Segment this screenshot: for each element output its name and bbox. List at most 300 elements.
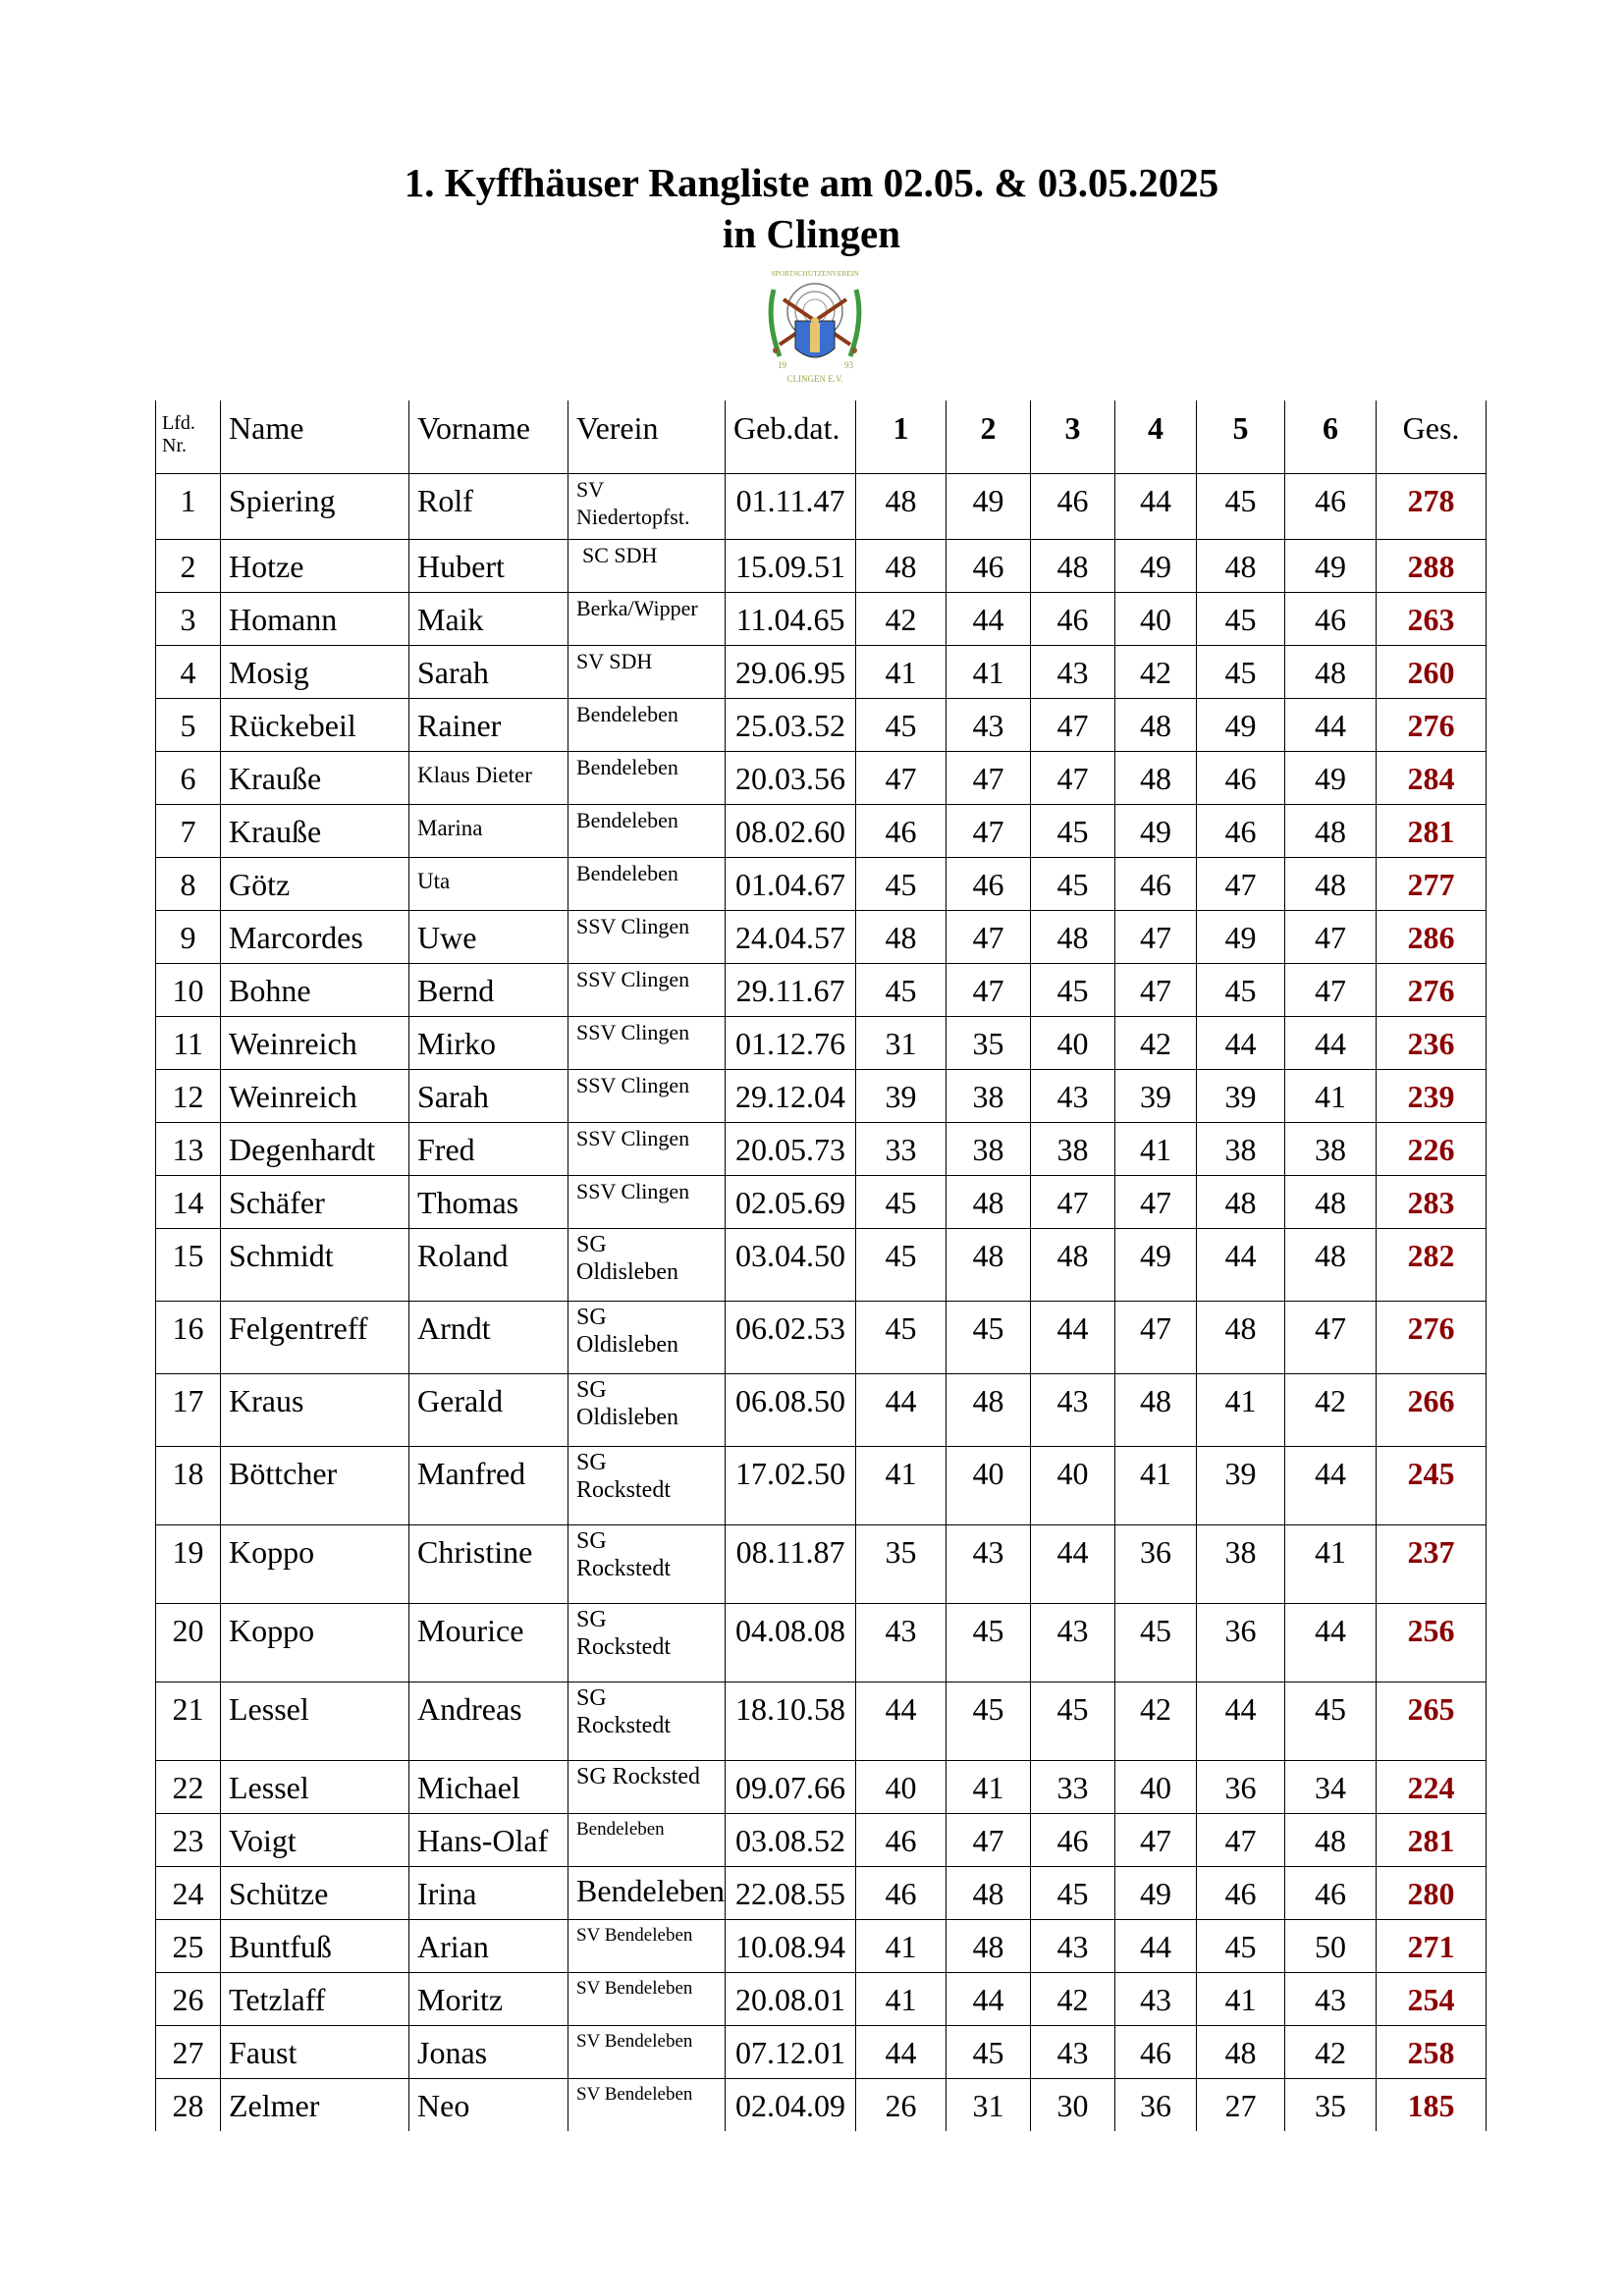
club [568,1122,726,1175]
series-score-6: 42 [1285,1373,1377,1446]
series-score-6: 48 [1285,645,1377,698]
club-line-1: SSV Clingen [576,1125,690,1150]
club-line-1: SV [576,476,605,502]
club [568,1866,726,1919]
birth-date: 29.11.67 [726,963,856,1016]
table-row [156,473,1487,539]
series-score-2: 45 [947,1603,1031,1682]
total-score: 260 [1377,645,1487,698]
table-row [156,1603,1487,1682]
row-number: 26 [156,1972,221,2025]
header-vorname: Vorname [409,400,568,473]
club-line-1: Bendeleben [576,701,678,726]
table-row [156,1919,1487,1972]
club-line-1: SV Bendeleben [576,2030,693,2052]
series-score-2: 45 [947,2025,1031,2078]
total-score: 283 [1377,1175,1487,1228]
series-score-4: 41 [1115,1122,1197,1175]
series-score-1: 48 [856,473,947,539]
first-name: Hubert [409,539,568,592]
last-name: Lessel [221,1682,409,1760]
series-score-6: 47 [1285,1301,1377,1373]
last-name: Marcordes [221,910,409,963]
series-score-6: 48 [1285,857,1377,910]
birth-date: 08.11.87 [726,1524,856,1603]
first-name: Gerald [409,1373,568,1446]
last-name: Bohne [221,963,409,1016]
series-score-2: 41 [947,645,1031,698]
series-score-2: 40 [947,1446,1031,1524]
club [568,804,726,857]
series-score-2: 44 [947,1972,1031,2025]
first-name: Arian [409,1919,568,1972]
series-score-6: 47 [1285,910,1377,963]
series-score-4: 43 [1115,1972,1197,2025]
table-header-row [156,400,1487,473]
header-series-1: 1 [856,400,947,473]
row-number: 10 [156,963,221,1016]
header-series-5: 5 [1197,400,1285,473]
club-line-1: SSV Clingen [576,1178,690,1203]
series-score-1: 48 [856,539,947,592]
last-name: Spiering [221,473,409,539]
table-row [156,1069,1487,1122]
club-line-1: SV SDH [576,648,653,673]
club [568,473,726,539]
series-score-4: 47 [1115,1175,1197,1228]
last-name: Buntfuß [221,1919,409,1972]
last-name: Rückebeil [221,698,409,751]
first-name: Manfred [409,1446,568,1524]
last-name: Weinreich [221,1016,409,1069]
table-row [156,1446,1487,1524]
series-score-5: 44 [1197,1682,1285,1760]
club-line-1: SG [576,1527,607,1554]
series-score-5: 36 [1197,1760,1285,1813]
series-score-6: 44 [1285,1603,1377,1682]
logo-bottom-text: CLINGEN E.V. [786,374,843,384]
header-verein: Verein [568,400,726,473]
first-name: Maik [409,592,568,645]
series-score-3: 45 [1031,963,1115,1016]
first-name: Moritz [409,1972,568,2025]
first-name: Irina [409,1866,568,1919]
first-name: Sarah [409,645,568,698]
series-score-4: 48 [1115,751,1197,804]
club [568,1446,726,1524]
club-line-1: SG Rocksted [576,1763,700,1789]
series-score-2: 47 [947,963,1031,1016]
header-series-3: 3 [1031,400,1115,473]
birth-date: 02.04.09 [726,2078,856,2131]
last-name: Weinreich [221,1069,409,1122]
series-score-4: 42 [1115,1016,1197,1069]
club-line-1: Bendeleben [576,860,678,885]
total-score: 276 [1377,1301,1487,1373]
series-score-4: 36 [1115,1524,1197,1603]
row-number: 6 [156,751,221,804]
header-lfd: Lfd. [162,412,195,434]
series-score-1: 39 [856,1069,947,1122]
series-score-6: 38 [1285,1122,1377,1175]
birth-date: 01.12.76 [726,1016,856,1069]
table-row [156,1760,1487,1813]
total-score: 185 [1377,2078,1487,2131]
club [568,1760,726,1813]
series-score-3: 47 [1031,698,1115,751]
table-row [156,2078,1487,2131]
series-score-1: 46 [856,804,947,857]
series-score-5: 46 [1197,804,1285,857]
series-score-6: 41 [1285,1069,1377,1122]
total-score: 278 [1377,473,1487,539]
birth-date: 02.05.69 [726,1175,856,1228]
series-score-5: 44 [1197,1228,1285,1301]
series-score-5: 27 [1197,2078,1285,2131]
series-score-4: 47 [1115,910,1197,963]
table-row [156,1682,1487,1760]
series-score-4: 49 [1115,804,1197,857]
series-score-2: 38 [947,1069,1031,1122]
last-name: Krauße [221,751,409,804]
series-score-2: 43 [947,1524,1031,1603]
series-score-3: 40 [1031,1016,1115,1069]
series-score-5: 39 [1197,1069,1285,1122]
club [568,1813,726,1866]
series-score-4: 47 [1115,963,1197,1016]
club [568,1069,726,1122]
row-number: 22 [156,1760,221,1813]
table-row [156,1524,1487,1603]
first-name: Neo [409,2078,568,2131]
series-score-2: 48 [947,1228,1031,1301]
header-lfd-nr [156,400,221,473]
series-score-2: 35 [947,1016,1031,1069]
series-score-5: 45 [1197,592,1285,645]
club [568,1016,726,1069]
series-score-1: 33 [856,1122,947,1175]
total-score: 276 [1377,963,1487,1016]
first-name: Michael [409,1760,568,1813]
row-number: 12 [156,1069,221,1122]
row-number: 23 [156,1813,221,1866]
table-row [156,1813,1487,1866]
birth-date: 04.08.08 [726,1603,856,1682]
last-name: Götz [221,857,409,910]
series-score-2: 48 [947,1175,1031,1228]
total-score: 286 [1377,910,1487,963]
first-name: Uta [409,857,568,910]
series-score-3: 43 [1031,2025,1115,2078]
series-score-2: 38 [947,1122,1031,1175]
table-row [156,1016,1487,1069]
club-line-1: Bendeleben [576,807,678,832]
row-number: 9 [156,910,221,963]
row-number: 25 [156,1919,221,1972]
club [568,698,726,751]
row-number: 2 [156,539,221,592]
header-series-4: 4 [1115,400,1197,473]
series-score-6: 46 [1285,473,1377,539]
series-score-5: 49 [1197,910,1285,963]
series-score-5: 38 [1197,1122,1285,1175]
table-row [156,857,1487,910]
series-score-6: 35 [1285,2078,1377,2131]
series-score-4: 40 [1115,1760,1197,1813]
series-score-5: 41 [1197,1373,1285,1446]
club [568,645,726,698]
series-score-5: 48 [1197,2025,1285,2078]
club-line-1: SG [576,1376,607,1403]
club-line-2: Rockstedt [576,1712,671,1738]
table-row [156,751,1487,804]
series-score-3: 48 [1031,1228,1115,1301]
birth-date: 29.06.95 [726,645,856,698]
row-number: 19 [156,1524,221,1603]
total-score: 239 [1377,1069,1487,1122]
last-name: Schäfer [221,1175,409,1228]
club-line-1: SSV Clingen [576,913,690,938]
total-score: 226 [1377,1122,1487,1175]
series-score-4: 49 [1115,1228,1197,1301]
series-score-6: 44 [1285,698,1377,751]
series-score-1: 44 [856,1682,947,1760]
series-score-5: 41 [1197,1972,1285,2025]
row-number: 7 [156,804,221,857]
last-name: Kraus [221,1373,409,1446]
series-score-2: 48 [947,1919,1031,1972]
series-score-6: 42 [1285,2025,1377,2078]
club-line-1: SG [576,1449,607,1475]
logo-year-left: 19 [778,360,786,370]
table-row [156,1866,1487,1919]
table-row [156,645,1487,698]
series-score-2: 47 [947,804,1031,857]
last-name: Voigt [221,1813,409,1866]
club [568,1919,726,1972]
club [568,1175,726,1228]
series-score-3: 43 [1031,1069,1115,1122]
series-score-1: 43 [856,1603,947,1682]
series-score-5: 44 [1197,1016,1285,1069]
row-number: 4 [156,645,221,698]
club [568,1682,726,1760]
club-line-2: Oldisleben [576,1404,678,1430]
first-name: Mirko [409,1016,568,1069]
series-score-6: 44 [1285,1446,1377,1524]
birth-date: 03.08.52 [726,1813,856,1866]
series-score-6: 48 [1285,1175,1377,1228]
row-number: 5 [156,698,221,751]
series-score-5: 47 [1197,857,1285,910]
series-score-4: 44 [1115,1919,1197,1972]
series-score-3: 45 [1031,804,1115,857]
birth-date: 29.12.04 [726,1069,856,1122]
row-number: 27 [156,2025,221,2078]
series-score-3: 46 [1031,592,1115,645]
series-score-3: 30 [1031,2078,1115,2131]
last-name: Tetzlaff [221,1972,409,2025]
club-line-1: SV Bendeleben [576,1977,693,1999]
series-score-1: 46 [856,1866,947,1919]
series-score-6: 41 [1285,1524,1377,1603]
row-number: 20 [156,1603,221,1682]
title-line-1: 1. Kyffhäuser Rangliste am 02.05. & 03.05.2025 [404,160,1219,205]
series-score-3: 45 [1031,1682,1115,1760]
series-score-4: 47 [1115,1813,1197,1866]
header-total: Ges. [1377,400,1487,473]
club-line-2: Rockstedt [576,1555,671,1581]
series-score-4: 45 [1115,1603,1197,1682]
first-name: Uwe [409,910,568,963]
row-number: 28 [156,2078,221,2131]
last-name: Krauße [221,804,409,857]
club-line-1: Bendeleben [576,1818,665,1840]
series-score-6: 49 [1285,751,1377,804]
club [568,1972,726,2025]
first-name: Marina [409,804,568,857]
series-score-1: 44 [856,1373,947,1446]
series-score-2: 48 [947,1866,1031,1919]
total-score: 258 [1377,2025,1487,2078]
total-score: 265 [1377,1682,1487,1760]
logo-top-text: SPORTSCHÜTZENVEREIN [771,269,859,278]
series-score-5: 45 [1197,645,1285,698]
club-line-1: SSV Clingen [576,1019,690,1044]
logo-year-right: 93 [844,360,853,370]
series-score-4: 48 [1115,698,1197,751]
series-score-4: 49 [1115,1866,1197,1919]
total-score: 288 [1377,539,1487,592]
series-score-1: 45 [856,1175,947,1228]
series-score-2: 45 [947,1682,1031,1760]
club [568,1228,726,1301]
series-score-4: 49 [1115,539,1197,592]
series-score-3: 38 [1031,1122,1115,1175]
club-line-1: Bendeleben [576,1872,726,1908]
birth-date: 10.08.94 [726,1919,856,1972]
total-score: 280 [1377,1866,1487,1919]
series-score-1: 31 [856,1016,947,1069]
series-score-5: 45 [1197,1919,1285,1972]
birth-date: 09.07.66 [726,1760,856,1813]
series-score-2: 44 [947,592,1031,645]
last-name: Schütze [221,1866,409,1919]
series-score-3: 44 [1031,1524,1115,1603]
club-line-1: Bendeleben [576,754,678,779]
document-title [0,157,1623,259]
birth-date: 20.05.73 [726,1122,856,1175]
series-score-5: 36 [1197,1603,1285,1682]
series-score-6: 48 [1285,804,1377,857]
club-line-1: Berka/Wipper [576,595,698,620]
series-score-3: 43 [1031,1373,1115,1446]
series-score-3: 42 [1031,1972,1115,2025]
birth-date: 07.12.01 [726,2025,856,2078]
first-name: Roland [409,1228,568,1301]
series-score-2: 47 [947,751,1031,804]
series-score-3: 47 [1031,1175,1115,1228]
birth-date: 01.11.47 [726,473,856,539]
series-score-4: 47 [1115,1301,1197,1373]
series-score-4: 46 [1115,857,1197,910]
series-score-4: 46 [1115,2025,1197,2078]
table-row [156,539,1487,592]
total-score: 282 [1377,1228,1487,1301]
series-score-2: 46 [947,539,1031,592]
total-score: 263 [1377,592,1487,645]
table-row [156,1228,1487,1301]
table-row [156,1122,1487,1175]
total-score: 266 [1377,1373,1487,1446]
club [568,1603,726,1682]
series-score-4: 42 [1115,1682,1197,1760]
club [568,592,726,645]
club-line-2: Niedertopfst. [576,504,690,529]
series-score-6: 48 [1285,1813,1377,1866]
header-name: Name [221,400,409,473]
total-score: 256 [1377,1603,1487,1682]
last-name: Zelmer [221,2078,409,2131]
first-name: Arndt [409,1301,568,1373]
total-score: 245 [1377,1446,1487,1524]
club [568,1301,726,1373]
club [568,1373,726,1446]
last-name: Mosig [221,645,409,698]
club-line-2: Rockstedt [576,1633,671,1660]
club [568,2025,726,2078]
club-line-1: SV Bendeleben [576,1924,693,1946]
birth-date: 24.04.57 [726,910,856,963]
club-line-1: SC SDH [582,542,658,567]
total-score: 237 [1377,1524,1487,1603]
series-score-4: 40 [1115,592,1197,645]
header-series-2: 2 [947,400,1031,473]
total-score: 281 [1377,804,1487,857]
club [568,2078,726,2131]
series-score-5: 45 [1197,963,1285,1016]
first-name: Hans-Olaf [409,1813,568,1866]
series-score-3: 48 [1031,910,1115,963]
club-line-1: SV Bendeleben [576,2083,693,2105]
birth-date: 22.08.55 [726,1866,856,1919]
last-name: Koppo [221,1603,409,1682]
club-line-1: SG [576,1304,607,1330]
series-score-1: 41 [856,1446,947,1524]
series-score-6: 47 [1285,963,1377,1016]
series-score-3: 47 [1031,751,1115,804]
series-score-5: 48 [1197,1175,1285,1228]
series-score-1: 45 [856,698,947,751]
first-name: Mourice [409,1603,568,1682]
birth-date: 20.08.01 [726,1972,856,2025]
first-name: Christine [409,1524,568,1603]
club-crest-logo-icon [754,260,876,388]
total-score: 281 [1377,1813,1487,1866]
series-score-5: 46 [1197,1866,1285,1919]
series-score-1: 45 [856,857,947,910]
series-score-1: 41 [856,645,947,698]
series-score-4: 48 [1115,1373,1197,1446]
series-score-6: 48 [1285,1228,1377,1301]
table-row [156,910,1487,963]
first-name: Rolf [409,473,568,539]
series-score-4: 36 [1115,2078,1197,2131]
series-score-5: 38 [1197,1524,1285,1603]
series-score-1: 41 [856,1919,947,1972]
series-score-1: 42 [856,592,947,645]
first-name: Rainer [409,698,568,751]
